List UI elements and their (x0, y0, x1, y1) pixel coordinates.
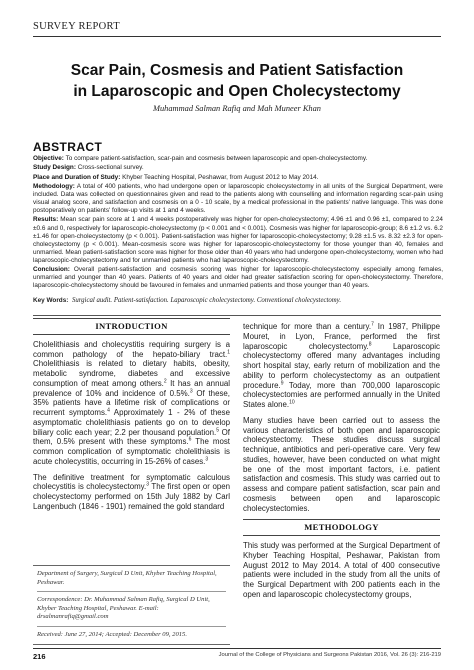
abstract-place (33, 174, 443, 182)
results-label: Results: (33, 216, 59, 224)
journal-reference: Journal of the College of Physicians and Surgeons Pakistan 2016, Vol. 26 (3): 216-219 (218, 652, 441, 658)
footnote-box (33, 565, 230, 645)
intro-text-a: Cholelithiasis and cholecystitis requiring surgery is a common pathology of the hepato-biliary tract. (33, 339, 230, 359)
footnote-correspondence: Correspondence: Dr. Muhammad Salman Rafiq, Surgical D Unit, Khyber Teaching Hospital, Peshawar. E-mail: drsalmanrafiq@gmail.com (37, 596, 210, 621)
intro-text-d: Of these, 35% patients have a lifetime risk of complications or recurrent symptoms. (33, 388, 230, 417)
abstract-objective (33, 155, 443, 163)
introduction-heading: INTRODUCTION (33, 318, 230, 335)
methodology-paragraph: This study was performed at the Surgical Department of Khyber Teaching Hospital, Peshawar, Pakistan from August 2012 to May 2014. A total of 400 consecutive patients were included in the study from all the units of the Surgical Department with 200 patients each in the open and laparoscopic cholecystectomy groups, (243, 541, 440, 599)
ref-sup: 5 (216, 426, 219, 433)
ref-sup: 10 (289, 399, 295, 406)
page-number: 216 (33, 652, 46, 661)
intro-text-b: Cholelithiasis is related to dietary habits, obesity, metabolic syndrome, diabetes and excessive consumption of meat among others. (33, 359, 230, 388)
top-rule (33, 36, 441, 37)
conclusion-text: Overall patient-satisfaction and cosmesis scoring was higher for laparoscopic-cholecystectomy especially among females, unmarried and younger than 40 years. Patients of 40 years and older had greater satisfaction scoring for open-cholecystectomy. Therefore, laparoscopic-cholecystectomy should be favoured in females and unmarried patients and those younger than 40 years. (33, 266, 443, 290)
title-line-2: in Laparoscopic and Open Cholecystectomy (73, 83, 401, 100)
ref-sup: 3 (205, 456, 209, 463)
abstract-divider (33, 315, 441, 316)
right-column (243, 322, 440, 606)
ref-sup: 8 (368, 340, 372, 347)
footnote-department: Department of Surgery, Surgical D Unit, Khyber Teaching Hospital, Peshawar. (37, 570, 217, 586)
objective-text: To compare patient-satisfaction, scar-pain and cosmesis between laparoscopic and open-cholecystectomy. (63, 155, 368, 162)
conclusion-label: Conclusion: (33, 266, 70, 274)
keywords (33, 297, 443, 305)
abstract-design (33, 164, 443, 172)
abstract-heading: ABSTRACT (33, 140, 103, 154)
article-title (33, 60, 441, 102)
methodology-heading: METHODOLOGY (243, 519, 440, 536)
ref-sup: 9 (280, 379, 284, 386)
intro-text-c: It has an annual prevalence of 10% and incidence of 0.5%. (33, 378, 230, 398)
section-label: SURVEY REPORT (33, 21, 120, 32)
intro-text-g: The most common complication of symptomatic cholelithiasis is acute cholecystitis, occurring in 15-26% of cases. (33, 437, 230, 466)
left-column (33, 322, 230, 518)
title-line-1: Scar Pain, Cosmesis and Patient Satisfaction (70, 62, 404, 79)
abstract-conclusion (33, 266, 443, 290)
abstract-body (33, 155, 443, 292)
methodology-label: Methodology: (33, 182, 75, 190)
place-label: Place and Duration of Study: (33, 173, 121, 181)
intro-paragraph-1 (33, 340, 230, 467)
right-paragraph-2: Many studies have been carried out to assess the various characteristics of both open and laparoscopic cholecystectomy. These studies discuss surgical technique, antibiotics and peri-operative care. Very few studies, however, have been conducted on what might be one of the most important factors, i.e. patient satisfaction and cosmesis. This study was carried out to assess and compare patient satisfaction, scar pain and cosmesis between open and laparoscopic cholecystectomies. (243, 415, 440, 513)
right-text-d: Today, more than 700,000 laparoscopic cholecystectomies are performed annually in the United States alone. (243, 380, 440, 409)
footnote-dates: Received: June 27, 2014; Accepted: December 09, 2015. (37, 630, 188, 638)
authors: Muhammad Salman Rafiq and Mah Muneer Khan (153, 104, 321, 113)
ref-sup: 3 (146, 481, 150, 488)
right-text-a: technique for more than a century. (243, 322, 372, 331)
objective-label: Objective: (33, 155, 64, 162)
intro-p2-text-a: The definitive treatment for symptomatic calculous cholecystitis is cholecystectomy. (33, 472, 230, 492)
ref-sup: 3 (189, 387, 193, 394)
ref-sup: 6 (188, 436, 192, 443)
keywords-text: Surgical audit. Patient-satisfaction. Laparoscopic cholecystectomy. Conventional cholecystectomy. (71, 297, 342, 304)
intro-text-e: Approximately 1 - 2% of these asymptomatic cholelithiasis patients go on to develop biliary colic each year; 2.2 per thousand population. (33, 408, 230, 437)
ref-sup: 4 (107, 407, 110, 414)
footnote-separator (37, 591, 226, 592)
methodology-text: A total of 400 patients, who had undergone open or laparoscopic cholecystectomy in all units of the Surgical Department, were included. Data was collected on questionnaires given and read to the patients along with counselling and information regarding scar-pain using visual analog score, and satisfaction and cosmesis on a 0 - 10 scale, by a medical professional in the patients' native language. This was done postoperatively on patients' follow-up visits at 1 and 4 weeks. (33, 182, 443, 215)
intro-p2-text-b: The first open or open cholecystectomy performed on 15th July 1882 by Carl Langenbuch (1846 - 1901) remained the gold standard (33, 482, 230, 511)
ref-sup: 7 (371, 321, 374, 328)
ref-sup: 2 (163, 378, 167, 385)
results-text: Mean scar pain score at 1 and 4 weeks postoperatively was higher for open-cholecystectomy; 4.96 ±1 and 0.96 ±1, compared to 2.24 ±0.6 and 0, respectively for laparoscopic-cholecystectomy (p < 0.001 and < 0.001). Cosmesis was higher for laparoscopic-group; 8.6 ±1.2 vs. 6.2 ±1.46 for open-cholecystectomy (p < 0.001). Patient-satisfaction was higher for laparoscopic-cholecystectomy; 9.28 ±1.5 vs. 8.32 ±2.3 for open-cholecystectomy (p < 0.001). Mean-cosmesis score was higher for laparoscopic-cholecystectomy for those younger than 40, females and unmarried. Mean patient-satisfaction score was higher for those older than 40 years who had undergone open-cholecystectomy, women who had laparoscopic-cholecystectomy and for unmarried patients who had laparoscopic-cholecystectomy. (33, 216, 443, 264)
intro-paragraph-2 (33, 473, 230, 512)
right-text-b: In 1987, Philippe Mouret, in Lyon, France, performed the first laparoscopic cholecystectomy. (243, 322, 440, 351)
intro-text-f: Of them, 0.5% present with these symptoms. (33, 427, 231, 447)
bottom-rule (33, 648, 441, 649)
keywords-label: Key Words: (33, 297, 69, 304)
design-label: Study Design: (33, 164, 76, 172)
ref-sup: 1 (227, 348, 230, 355)
right-paragraph-1 (243, 322, 440, 410)
footnote-separator (37, 626, 226, 627)
abstract-results (33, 216, 443, 265)
place-text: Khyber Teaching Hospital, Peshawar, from August 2012 to May 2014. (120, 173, 319, 181)
right-text-c: Laparoscopic cholecystectomy offered many advantages including short hospital stay, early return of mobilization and the ability to perform cholecystectomy as an outpatient procedure. (243, 341, 440, 390)
abstract-methodology (33, 183, 443, 215)
design-text: Cross-sectional survey. (75, 164, 144, 172)
